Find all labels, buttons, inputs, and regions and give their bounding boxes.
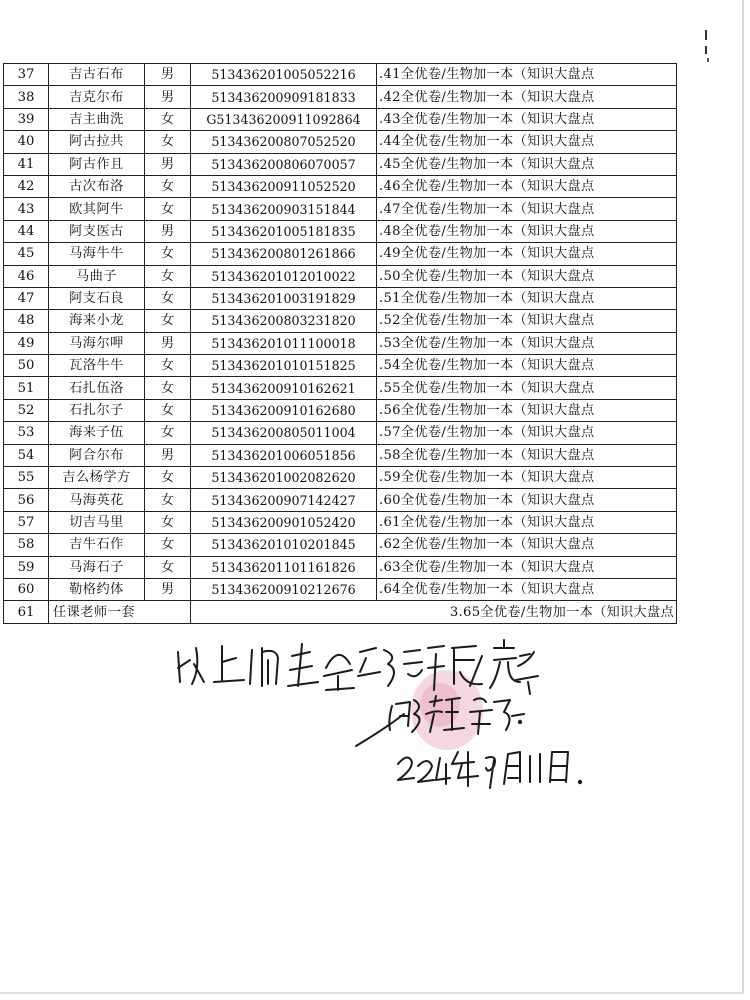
table-row — [4, 198, 677, 220]
table-row — [4, 153, 677, 175]
table-row — [4, 220, 677, 242]
table-row — [4, 511, 677, 533]
student-id-number: 513436200910162621 — [191, 377, 377, 399]
book-title: .63全优卷/生物加一本（知识大盘点 — [377, 556, 677, 578]
table-row — [4, 489, 677, 511]
student-name: 吉克尔布 — [49, 86, 145, 108]
student-name: 阿支医古 — [49, 220, 145, 242]
book-title: .42全优卷/生物加一本（知识大盘点 — [377, 86, 677, 108]
table-row — [4, 467, 677, 489]
table-row — [4, 64, 677, 86]
student-name: 欧其阿牛 — [49, 198, 145, 220]
row-number: 37 — [4, 64, 49, 86]
student-name: 马海英花 — [49, 489, 145, 511]
student-name: 马海牛牛 — [49, 243, 145, 265]
book-title: .50全优卷/生物加一本（知识大盘点 — [377, 265, 677, 287]
book-title: .51全优卷/生物加一本（知识大盘点 — [377, 287, 677, 309]
student-name: 古次布洛 — [49, 175, 145, 197]
student-id-number: 513436201010151825 — [191, 355, 377, 377]
book-title: .48全优卷/生物加一本（知识大盘点 — [377, 220, 677, 242]
student-gender: 男 — [145, 64, 191, 86]
table-row — [4, 534, 677, 556]
student-id-number: 513436201012010022 — [191, 265, 377, 287]
student-id-number: 513436200910212676 — [191, 578, 377, 600]
row-number: 50 — [4, 355, 49, 377]
book-title: .61全优卷/生物加一本（知识大盘点 — [377, 511, 677, 533]
student-name: 石扎尔子 — [49, 399, 145, 421]
book-title: .54全优卷/生物加一本（知识大盘点 — [377, 355, 677, 377]
roster-body — [4, 64, 677, 624]
book-title: .41全优卷/生物加一本（知识大盘点 — [377, 64, 677, 86]
student-gender: 女 — [145, 556, 191, 578]
student-id-number: 513436200801261866 — [191, 243, 377, 265]
row-number: 44 — [4, 220, 49, 242]
book-title: .52全优卷/生物加一本（知识大盘点 — [377, 310, 677, 332]
student-gender: 女 — [145, 243, 191, 265]
student-name: 切吉马里 — [49, 511, 145, 533]
row-number: 38 — [4, 86, 49, 108]
student-gender: 女 — [145, 399, 191, 421]
table-row — [4, 175, 677, 197]
row-number: 47 — [4, 287, 49, 309]
student-name: 海来子伍 — [49, 422, 145, 444]
student-name: 瓦洛牛牛 — [49, 355, 145, 377]
student-gender: 女 — [145, 198, 191, 220]
student-name: 阿合尔布 — [49, 444, 145, 466]
book-title: .47全优卷/生物加一本（知识大盘点 — [377, 198, 677, 220]
table-row — [4, 377, 677, 399]
date-handwriting — [398, 752, 581, 788]
scan-artifact-marks — [700, 28, 720, 68]
student-id-number: 513436200805011004 — [191, 422, 377, 444]
student-id-number: 513436200907142427 — [191, 489, 377, 511]
table-row — [4, 131, 677, 153]
table-row — [4, 332, 677, 354]
student-id-number: 513436200910162680 — [191, 399, 377, 421]
book-title: .60全优卷/生物加一本（知识大盘点 — [377, 489, 677, 511]
student-gender: 女 — [145, 467, 191, 489]
student-gender: 女 — [145, 511, 191, 533]
student-id-number: 513436200806070057 — [191, 153, 377, 175]
row-number: 40 — [4, 131, 49, 153]
student-id-number: 513436200807052520 — [191, 131, 377, 153]
student-id-number: G513436200911092864 — [191, 108, 377, 130]
row-number: 48 — [4, 310, 49, 332]
student-id-number: 513436201006051856 — [191, 444, 377, 466]
book-title: .44全优卷/生物加一本（知识大盘点 — [377, 131, 677, 153]
student-id-number: 513436201002082620 — [191, 467, 377, 489]
signature-handwriting — [356, 696, 524, 746]
student-id-number: 513436201101161826 — [191, 556, 377, 578]
book-title: .45全优卷/生物加一本（知识大盘点 — [377, 153, 677, 175]
student-gender: 男 — [145, 220, 191, 242]
student-name: 阿古拉共 — [49, 131, 145, 153]
student-gender: 女 — [145, 422, 191, 444]
student-id-number: 513436200911052520 — [191, 175, 377, 197]
table-row — [4, 422, 677, 444]
row-number: 39 — [4, 108, 49, 130]
student-id-number: 513436200909181833 — [191, 86, 377, 108]
student-gender: 女 — [145, 355, 191, 377]
student-gender: 男 — [145, 153, 191, 175]
book-title: .62全优卷/生物加一本（知识大盘点 — [377, 534, 677, 556]
row-number: 58 — [4, 534, 49, 556]
student-gender: 女 — [145, 108, 191, 130]
student-id-number: 513436200901052420 — [191, 511, 377, 533]
student-gender: 女 — [145, 175, 191, 197]
teacher-label: 任课老师一套 — [49, 601, 191, 623]
table-row — [4, 355, 677, 377]
book-title: .53全优卷/生物加一本（知识大盘点 — [377, 332, 677, 354]
student-id-number: 513436201003191829 — [191, 287, 377, 309]
student-gender: 男 — [145, 578, 191, 600]
row-number: 60 — [4, 578, 49, 600]
student-gender: 女 — [145, 287, 191, 309]
teacher-row — [4, 601, 677, 623]
red-stamp — [411, 670, 483, 750]
student-id-number: 513436200903151844 — [191, 198, 377, 220]
row-number: 42 — [4, 175, 49, 197]
student-name: 吉古石布 — [49, 64, 145, 86]
book-title: .55全优卷/生物加一本（知识大盘点 — [377, 377, 677, 399]
book-title: .46全优卷/生物加一本（知识大盘点 — [377, 175, 677, 197]
row-number: 49 — [4, 332, 49, 354]
student-gender: 女 — [145, 131, 191, 153]
student-name: 吉牛石作 — [49, 534, 145, 556]
book-title: 3.65全优卷/生物加一本（知识大盘点 — [191, 601, 677, 623]
student-name: 马海尔呷 — [49, 332, 145, 354]
student-gender: 女 — [145, 265, 191, 287]
row-number: 59 — [4, 556, 49, 578]
student-gender: 男 — [145, 444, 191, 466]
student-id-number: 513436201010201845 — [191, 534, 377, 556]
row-number: 41 — [4, 153, 49, 175]
student-id-number: 513436200803231820 — [191, 310, 377, 332]
student-name: 吉么杨学方 — [49, 467, 145, 489]
row-number: 57 — [4, 511, 49, 533]
student-name: 阿支石良 — [49, 287, 145, 309]
row-number: 52 — [4, 399, 49, 421]
row-number: 43 — [4, 198, 49, 220]
student-name: 吉主曲洗 — [49, 108, 145, 130]
book-title: .49全优卷/生物加一本（知识大盘点 — [377, 243, 677, 265]
student-gender: 女 — [145, 489, 191, 511]
row-number: 53 — [4, 422, 49, 444]
row-number: 55 — [4, 467, 49, 489]
book-title: .64全优卷/生物加一本（知识大盘点 — [377, 578, 677, 600]
table-row — [4, 556, 677, 578]
row-number: 56 — [4, 489, 49, 511]
student-gender: 女 — [145, 534, 191, 556]
row-number: 51 — [4, 377, 49, 399]
student-name: 勒格约体 — [49, 578, 145, 600]
book-title: .56全优卷/生物加一本（知识大盘点 — [377, 399, 677, 421]
table-row — [4, 310, 677, 332]
student-name: 马曲子 — [49, 265, 145, 287]
student-gender: 女 — [145, 310, 191, 332]
row-number: 45 — [4, 243, 49, 265]
book-title: .59全优卷/生物加一本（知识大盘点 — [377, 467, 677, 489]
student-gender: 男 — [145, 332, 191, 354]
student-name: 海来小龙 — [49, 310, 145, 332]
book-title: .43全优卷/生物加一本（知识大盘点 — [377, 108, 677, 130]
student-gender: 男 — [145, 86, 191, 108]
table-row — [4, 243, 677, 265]
student-gender: 女 — [145, 377, 191, 399]
row-number: 46 — [4, 265, 49, 287]
statement-handwriting — [178, 640, 538, 694]
student-name: 石扎伍洛 — [49, 377, 145, 399]
table-row — [4, 399, 677, 421]
table-row — [4, 86, 677, 108]
table-row — [4, 578, 677, 600]
table-row — [4, 287, 677, 309]
student-name: 阿古作且 — [49, 153, 145, 175]
table-row — [4, 265, 677, 287]
row-number: 54 — [4, 444, 49, 466]
book-title: .58全优卷/生物加一本（知识大盘点 — [377, 444, 677, 466]
row-number: 61 — [4, 601, 49, 623]
book-title: .57全优卷/生物加一本（知识大盘点 — [377, 422, 677, 444]
student-id-number: 513436201011100018 — [191, 332, 377, 354]
student-name: 马海石子 — [49, 556, 145, 578]
table-row — [4, 108, 677, 130]
table-row — [4, 444, 677, 466]
student-id-number: 513436201005052216 — [191, 64, 377, 86]
student-id-number: 513436201005181835 — [191, 220, 377, 242]
roster-table — [3, 63, 677, 624]
